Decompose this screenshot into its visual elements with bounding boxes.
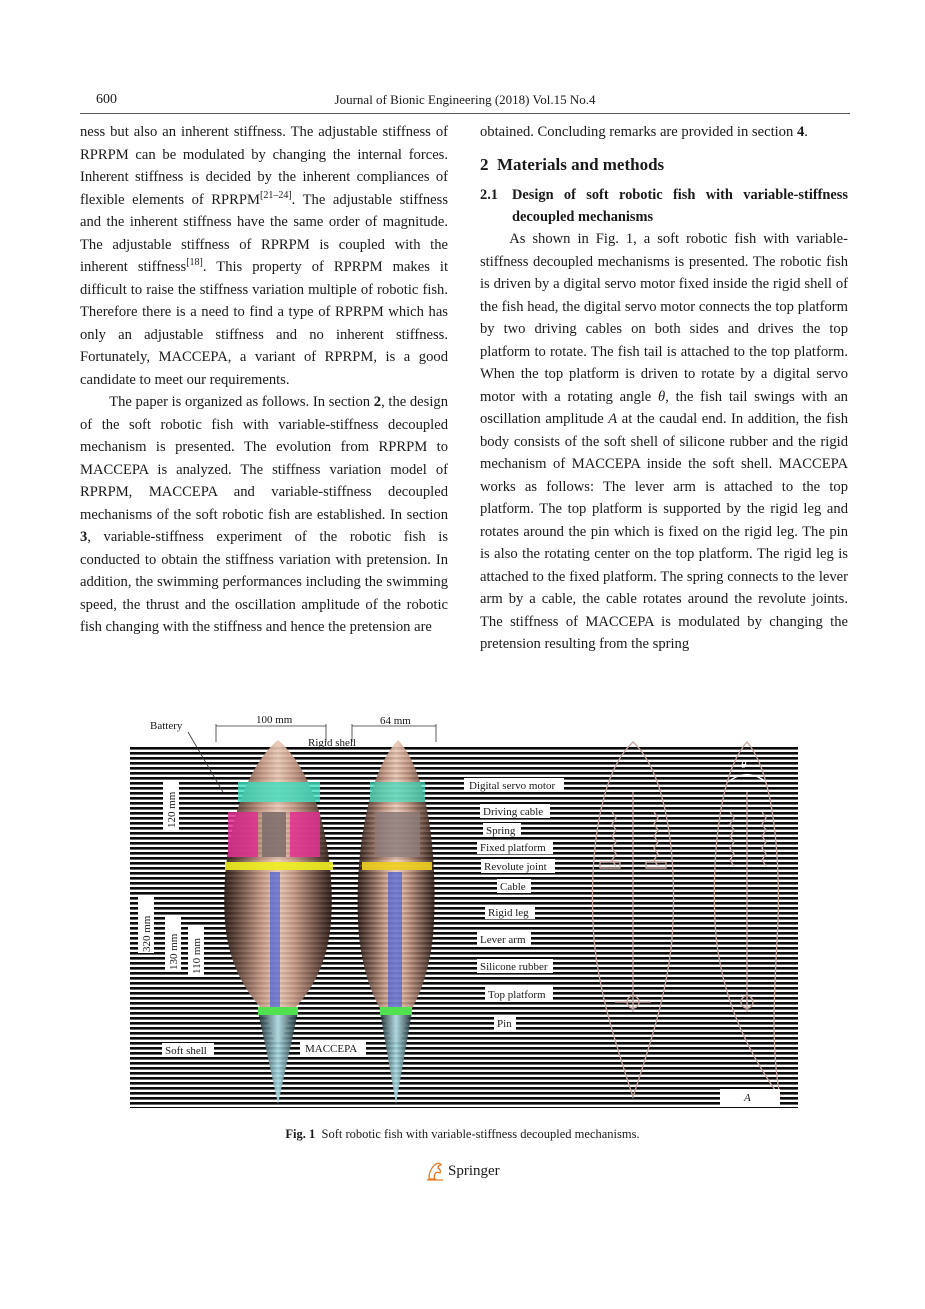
label-pin: Pin [497, 1018, 512, 1030]
label-revolute-joint: Revolute joint [484, 861, 547, 873]
paragraph [480, 121, 848, 144]
label-dim-110: 110 mm [191, 938, 203, 974]
running-header [80, 92, 850, 112]
label-driving-cable: Driving cable [483, 806, 544, 818]
section-ref[interactable]: 2 [373, 394, 382, 410]
figure-caption [0, 1127, 925, 1142]
label-rigid-shell: Rigid shell [308, 737, 356, 749]
paragraph [80, 391, 448, 639]
text-span: . The adjustable stiffness and the inherent stiffness have the same order of magnitude. The adjustable stiffness of RPRPM is coupled with the inherent stiffness [80, 191, 448, 275]
left-column [80, 121, 448, 639]
subsection-number: 2.1 [480, 187, 498, 203]
figure-1 [130, 712, 798, 1112]
label-fixed-platform: Fixed platform [480, 842, 546, 854]
springer-horse-icon [426, 1161, 444, 1181]
publisher-logo [426, 1160, 500, 1182]
label-digital-servo-motor: Digital servo motor [469, 780, 556, 792]
section-ref[interactable]: 3 [80, 529, 88, 545]
right-column [480, 121, 848, 656]
label-spring: Spring [486, 825, 516, 837]
publisher-name: Springer [448, 1162, 500, 1179]
text-span: . This property of RPRPM makes it difficult to raise the stiffness variation multiple of robotic fish. Therefore there is a need to find a type of RPRPM which has only an adjustable stiffness and no inherent stiffness. Fortunately, MACCEPA, a variant of RPRPM, is a good candidate to meet our requirements. [80, 259, 448, 388]
label-maccepa: MACCEPA [305, 1043, 358, 1055]
label-dim-64: 64 mm [380, 715, 411, 727]
header-rule [80, 113, 850, 114]
label-theta: θ [741, 759, 747, 771]
label-dim-130: 130 mm [168, 933, 180, 970]
label-lever-arm: Lever arm [480, 934, 526, 946]
label-dim-320: 320 mm [141, 915, 153, 952]
section-heading [480, 154, 848, 177]
text-span: at the caudal end. In addition, the fish body consists of the soft shell of silicone rubber and the rigid mechanism of MACCEPA inside the soft shell. MACCEPA works as follows: The lever arm is attached to the top platform. The top platform is supported by the rigid leg and rotates around the pin which is fixed on the rigid leg. The pin is also the rotating center on the top platform. The rigid leg is attached to the fixed platform. The spring connects to the lever arm by a cable, the cable rotates around the revolute joints. The stiffness of MACCEPA is modulated by changing the pretension resulting from the spring [480, 411, 848, 652]
label-amplitude: A [744, 1092, 751, 1104]
label-dim-100: 100 mm [256, 714, 293, 726]
caption-label: Fig. 1 [285, 1127, 316, 1141]
figure-illustration [130, 712, 798, 1112]
text-span: The paper is organized as follows. In section [109, 394, 374, 410]
math-symbol: θ [658, 388, 666, 405]
math-symbol: A [608, 411, 618, 427]
text-span: ness but also an inherent stiffness. The adjustable stiffness of RPRPM can be modulated by changing the internal forces. Inherent stiffness is decided by the inherent compliances of flexible elements of RPRPM [80, 124, 448, 208]
subsection-title: Design of soft robotic fish with variable-stiffness decoupled mechanisms [512, 187, 848, 225]
caption-text: Soft robotic fish with variable-stiffness decoupled mechanisms. [321, 1127, 640, 1141]
text-span: As shown in Fig. 1, a soft robotic fish with variable-stiffness decoupled mechanisms is presented. The robotic fish is driven by a digital servo motor fixed inside the rigid shell of the fish head, the digital servo motor connects the top platform by two driving cables on both sides and drives the top platform to rotate. The fish tail is attached to the top platform. When the top platform is driven to rotate by a digital servo motor with a rotating angle [480, 231, 848, 405]
label-dim-120: 120 mm [166, 791, 178, 828]
paragraph [480, 228, 848, 656]
label-cable: Cable [500, 881, 526, 893]
label-silicone-rubber: Silicone rubber [480, 961, 548, 973]
section-title: Materials and methods [497, 154, 665, 174]
label-top-platform: Top platform [488, 989, 546, 1001]
label-rigid-leg: Rigid leg [488, 907, 529, 919]
text-span: , the design of the soft robotic fish with variable-stiffness decoupled mechanism is presented. The evolution from RPRPM to MACCEPA is analyzed. The stiffness variation model of RPRPM, MACCEPA and variable-stiffness decoupled mechanisms of the soft robotic fish are established. In section [80, 394, 448, 523]
label-soft-shell: Soft shell [165, 1045, 207, 1057]
page-number: 600 [96, 92, 117, 107]
citation[interactable]: [18] [186, 257, 203, 269]
text-span: obtained. Concluding remarks are provided in section [480, 124, 797, 140]
paragraph [80, 121, 448, 391]
journal-title: Journal of Bionic Engineering (2018) Vol.15 No.4 [334, 92, 596, 107]
text-span: , variable-stiffness experiment of the robotic fish is conducted to obtain the stiffness variation with pretension. In addition, the swimming performances including the swimming speed, the thrust and the oscillation amplitude of the robotic fish changing with the stiffness and hence the pretension are [80, 529, 448, 635]
section-ref[interactable]: 4 [796, 124, 805, 140]
subsection-heading [480, 184, 848, 228]
text-span: , the fish tail swings with an oscillation amplitude [480, 388, 848, 427]
text-span: . [804, 124, 808, 140]
section-number: 2 [480, 154, 489, 174]
citation[interactable]: [21–24] [260, 189, 292, 201]
label-battery: Battery [150, 720, 183, 732]
